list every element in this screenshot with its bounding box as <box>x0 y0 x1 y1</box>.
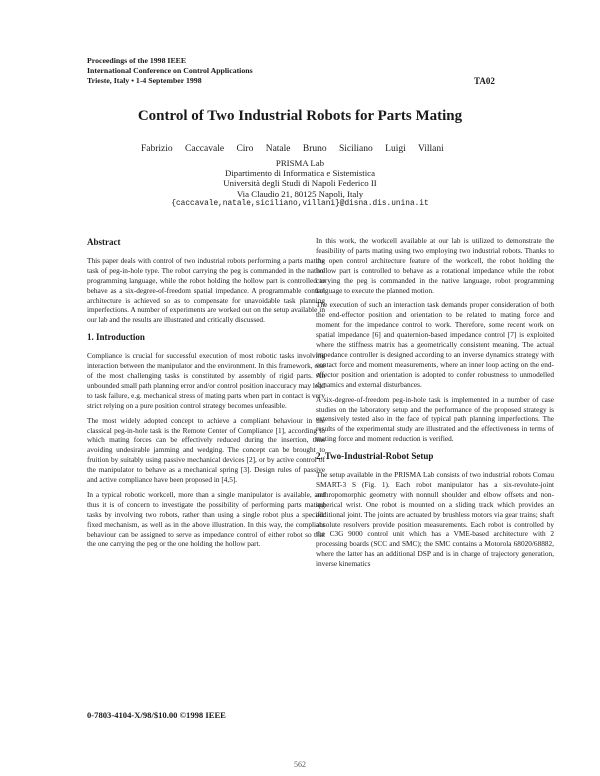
affiliation-lab: PRISMA Lab <box>275 158 325 168</box>
setup-heading: 2. Two-Industrial-Robot Setup <box>316 451 434 462</box>
affiliation-univ: Università degli Studi di Napoli Federico II <box>223 178 377 189</box>
intro-paragraph-3: In a typical robotic workcell, more than a single manipulator is available, and thus it is of concern to investigate the possibility of performing parts mating tasks by involving two robots, rather than using a single robot plus a specific fixed mechanism, as well as in the above illustration. In this way, the compliant behaviour can be assigned to serve as impedance control of either robot so that the one carrying the peg or the one holding the hollow part. <box>87 489 325 549</box>
abstract-heading: Abstract <box>87 237 121 247</box>
right-column <box>316 236 554 574</box>
author-3: Bruno Siciliano <box>302 144 373 154</box>
header-line-2: International Conference on Control Applications <box>87 66 253 75</box>
right-paragraph-1: In this work, the workcell available at our lab is utilized to demonstrate the feasibility of parts mating using two employing two industrial robots. Thanks to the open control architecture feature of the workcell, the robot holding the hollow part is controlled to behave as a rotational impedance while the robot carrying the peg is commanded in the native language, robot programming language to execute the planned motion. <box>316 236 554 295</box>
affiliation-email: {caccavale,natale,siciliano,villani}@disna.dis.unina.it <box>171 199 429 208</box>
affiliation-address: Via Claudio 21, 80125 Napoli, Italy <box>236 188 364 199</box>
affiliation-dept: Dipartimento di Informatica e Sistemistica <box>225 168 375 179</box>
abstract-text: This paper deals with control of two industrial robots performing a parts mating task of peg-in-hole type. The robot carrying the peg is commanded in the native programming language, while the robot holding the hollow part is controlled to behave as a six-degree-of-freedom spatial impedance. A programmable control architecture is achieved so as to compensate for unavoidable task planning imperfections. A number of experiments are worked out on the setup available in our lab and the results are illustrated and critically discussed. <box>87 255 325 325</box>
author-1: Fabrizio Caccavale <box>141 144 225 154</box>
affiliation <box>0 158 600 209</box>
intro-heading: 1. Introduction <box>87 332 145 343</box>
intro-paragraph-2: The most widely adopted concept to achieve a compliant behaviour in the classical peg-in-hole task is the Remote Center of Compliance [1], according to which mating forces can be effectively reduced during the insertion, thus avoiding undesirable jamming and wedging. The concept can be brought to fruition by suitably using passive mechanical devices [2], or by active control of the manipulator to behave as a mechanical spring [3]. Design rules of passive and active compliance have been proposed in [4,5]. <box>87 415 325 485</box>
author-list <box>141 144 471 154</box>
page-number: 562 <box>294 760 306 769</box>
author-4: Luigi Villani <box>385 144 444 154</box>
header-line-1: Proceedings of the 1998 IEEE <box>87 56 187 65</box>
paper-title: Control of Two Industrial Robots for Parts Mating <box>137 108 463 124</box>
setup-paragraph: The setup available in the PRISMA Lab consists of two industrial robots Comau SMART-3 S (Fig. 1). Each robot manipulator has a six-revolute-joint anthropomorphic geometry with nonnull shoulder and elbow offsets and non-spherical wrist. One robot is mounted on a sliding track which provides an additional joint. The joints are actuated by brushless motors via gear trains; shaft absolute resolvers provide position measurements. Each robot is controlled by the C3G 9000 control unit which has a VME-based architecture with 2 processing boards (SCC and SMC); the SMC contains a Motorola 68020/68882, where the latter has an additional DSP and is in charge of trajectory generation, inverse kinematics <box>316 470 554 569</box>
right-paragraph-3: A six-degree-of-freedom peg-in-hole task is implemented in a number of case studies on the laboratory setup and the performance of the proposed strategy is extensively tested also in the face of typical path planning imperfections. The results of the experimental study are illustrated and the effectiveness in terms of mating force and moment reduction is verified. <box>316 394 554 444</box>
left-column <box>87 238 325 554</box>
session-code: TA02 <box>474 76 495 86</box>
right-paragraph-2: The execution of such an interaction task demands proper consideration of both the end-effector position and orientation to be related to mating force and moment for the impedance control to work. Therefore, some recent work on spatial impedance [6] and quaternion-based impedance control [7] is exploited where the stiffness matrix has a geometrically consistent meaning. The actual impedance controller is designed according to an inverse dynamics strategy with contact force and moment measurements, where an inner loop acting on the end-effector position and orientation is adopted to confer robustness to unmodelled dynamics and external disturbances. <box>316 300 554 389</box>
proceedings-header <box>87 56 253 86</box>
copyright-code: 0-7803-4104-X/98/$10.00 ©1998 IEEE <box>87 710 226 720</box>
intro-paragraph-1: Compliance is crucial for successful execution of most robotic tasks involving interaction between the manipulator and the environment. In this framework, one of the most challenging tasks is constituted by assembly of rigid parts. An unbounded small path planning error and/or control position inaccuracy may lead to task failure, e.g. mechanical stress of mating parts when part in contact is very strict relying on a pure position control strategy becomes unfeasible. <box>87 351 325 410</box>
header-line-3: Trieste, Italy • 1-4 September 1998 <box>87 76 202 85</box>
author-2: Ciro Natale <box>236 144 291 154</box>
